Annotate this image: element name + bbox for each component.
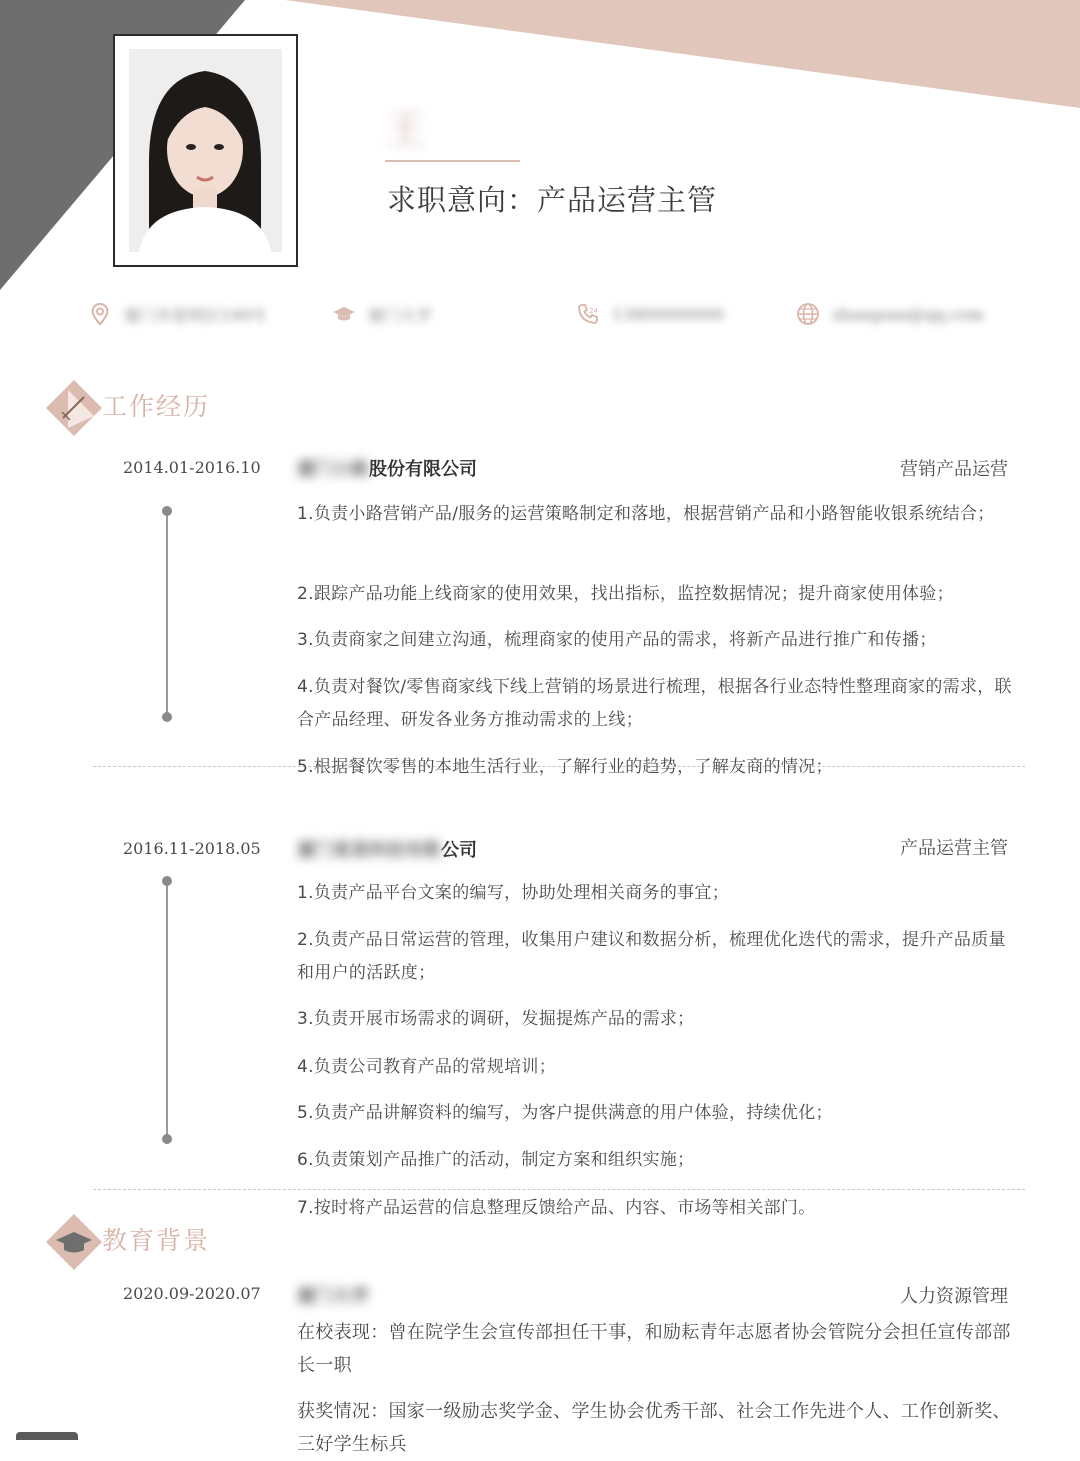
name-underline bbox=[385, 160, 520, 162]
job-1-date: 2014.01-2016.10 bbox=[123, 458, 261, 477]
contact-school bbox=[332, 296, 432, 332]
contact-email bbox=[796, 296, 984, 332]
contact-row bbox=[0, 296, 1080, 332]
job-2-duty-4: 4.负责公司教育产品的常规培训； bbox=[297, 1057, 557, 1077]
job-1-company-tail: 股份有限公司 bbox=[369, 459, 477, 480]
divider-dashed bbox=[93, 1189, 1025, 1190]
globe-icon bbox=[796, 302, 820, 326]
job-1-company-blurred: 厦门小路 bbox=[297, 459, 369, 480]
beige-corner-shape bbox=[285, 0, 1080, 108]
contact-address bbox=[88, 296, 267, 332]
location-pin-icon bbox=[88, 302, 112, 326]
job-2-timeline bbox=[161, 876, 173, 1144]
svg-text:24: 24 bbox=[589, 307, 598, 315]
job-1-timeline bbox=[161, 506, 173, 722]
job-2-company-tail: 公司 bbox=[441, 840, 477, 861]
education-date: 2020.09-2020.07 bbox=[123, 1284, 261, 1303]
education-performance: 在校表现：曾在院学生会宣传部担任干事，和励耘青年志愿者协会管院分会担任宣传部部长一职 bbox=[297, 1322, 1011, 1376]
contact-phone bbox=[576, 296, 724, 332]
profile-photo bbox=[129, 49, 282, 252]
candidate-name: 王 bbox=[385, 107, 433, 153]
education-title: 教育背景 bbox=[102, 1226, 211, 1255]
job-1-duty-4: 4.负责对餐饮/零售商家线下线上营销的场景进行梳理，根据各行业态特性整理商家的需求，联合产品经理、研发各业务方推动需求的上线； bbox=[297, 677, 1012, 730]
job-1-duty-5: 5.根据餐饮零售的本地生活行业，了解行业的趋势，了解友商的情况； bbox=[297, 757, 833, 777]
job-1-duty-3: 3.负责商家之间建立沟通，梳理商家的使用产品的需求，将新产品进行推广和传播； bbox=[297, 630, 937, 650]
education-school bbox=[297, 1282, 369, 1308]
job-1-duty-2: 2.跟踪产品功能上线商家的使用效果，找出指标，监控数据情况；提升商家使用体验； bbox=[297, 584, 954, 604]
education-major: 人力资源管理 bbox=[900, 1286, 1008, 1307]
job-1-role: 营销产品运营 bbox=[900, 459, 1008, 480]
school-text: 厦门大学 bbox=[368, 305, 433, 325]
page-corner-tab bbox=[16, 1432, 78, 1440]
phone-icon bbox=[576, 302, 600, 326]
job-2-role: 产品运营主管 bbox=[900, 838, 1008, 859]
ruler-pencil-icon bbox=[44, 378, 104, 438]
phone-text: 13800000000 bbox=[612, 304, 724, 324]
education-school-blurred: 厦门大学 bbox=[297, 1286, 369, 1307]
job-1-duty-1: 1.负责小路营销产品/服务的运营策略制定和落地，根据营销产品和小路智能收银系统结合； bbox=[297, 504, 995, 524]
job-2-duty-1: 1.负责产品平台文案的编写，协助处理相关商务的事宜； bbox=[297, 883, 730, 903]
job-2-company-blurred: 厦门某某科技有限 bbox=[297, 840, 441, 861]
job-2-duty-7: 7.按时将产品运营的信息整理反馈给产品、内容、市场等相关部门。 bbox=[297, 1198, 816, 1218]
job-2-duty-2: 2.负责产品日常运营的管理，收集用户建议和数据分析，梳理优化迭代的需求，提升产品质量和用户的活跃度； bbox=[297, 930, 1006, 983]
education-awards: 获奖情况：国家一级励志奖学金、学生协会优秀干部、社会工作先进个人、工作创新奖、三好学生标兵 bbox=[297, 1401, 1011, 1455]
job-objective: 求职意向：产品运营主管 bbox=[387, 183, 718, 217]
work-experience-title: 工作经历 bbox=[102, 392, 211, 421]
job-2-duty-3: 3.负责开展市场需求的调研，发掘提炼产品的需求； bbox=[297, 1009, 695, 1029]
job-1-company bbox=[297, 455, 477, 481]
job-2-duty-6: 6.负责策划产品推广的活动，制定方案和组织实施； bbox=[297, 1150, 695, 1170]
job-2-date: 2016.11-2018.05 bbox=[123, 839, 261, 858]
profile-photo-frame bbox=[113, 34, 298, 267]
graduation-cap-icon bbox=[332, 302, 356, 326]
job-2-company bbox=[297, 836, 477, 862]
email-text: zhangsan@qq.com bbox=[832, 304, 985, 324]
address-text: 厦门市思明区199号 bbox=[124, 305, 267, 325]
job-2-duty-5: 5.负责产品讲解资料的编写，为客户提供满意的用户体验，持续优化； bbox=[297, 1103, 833, 1123]
graduation-cap-icon bbox=[44, 1212, 104, 1272]
